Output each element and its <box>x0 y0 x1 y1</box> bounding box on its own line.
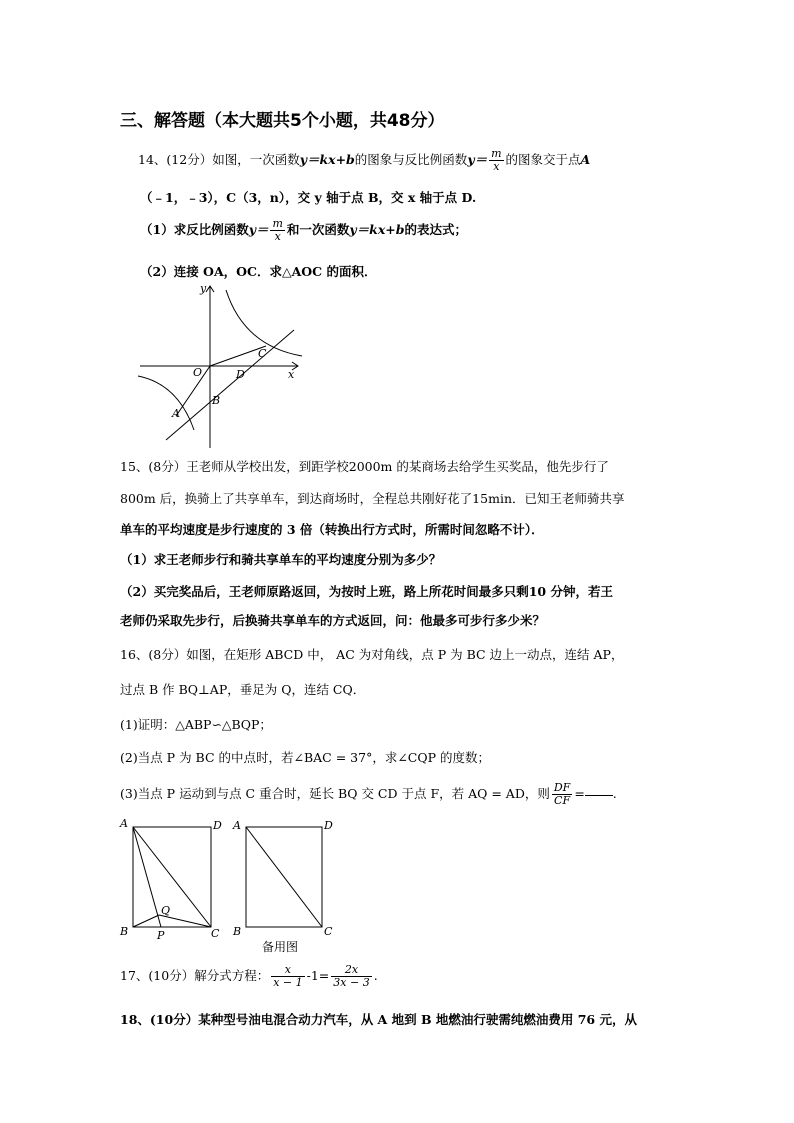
fig1-label-c: C <box>211 927 220 940</box>
q17-fraction-2 <box>331 964 371 989</box>
q14-point-a: A <box>580 152 591 167</box>
label-y: y <box>200 282 207 295</box>
fig1-label-p: P <box>157 929 165 940</box>
frac-den: x − 1 <box>273 976 303 989</box>
q14-sub1-func: y＝ <box>248 222 269 237</box>
q14-graph <box>130 280 310 450</box>
frac-den: 3x − 3 <box>333 976 370 989</box>
q16-equals: = <box>574 786 585 801</box>
label-c: C <box>258 347 267 360</box>
q17-line <box>120 964 378 989</box>
q14-sub1-d: 的表达式； <box>404 222 468 237</box>
q14-sub1-c: y＝kx+b <box>349 222 405 237</box>
q14-text-a: 14、(12分）如图，一次函数 <box>138 152 300 167</box>
q16-line1: 16、(8分）如图，在矩形 ABCD 中， AC 为对角线，点 P 为 BC 边上一动点，连结 AP， <box>120 647 624 662</box>
q16-sub3 <box>120 782 617 807</box>
fig1-label-d: D <box>213 819 222 832</box>
q16-sub1: (1)证明：△ABP∽△BQP； <box>120 717 272 732</box>
q14-text-b: 的图象与反比例函数 <box>354 152 468 167</box>
label-o: O <box>193 366 203 379</box>
q14-sub2: （2）连接 OA，OC．求△AOC 的面积． <box>140 264 377 279</box>
q14-linear-func: y＝kx+b <box>299 152 355 167</box>
frac-den: x <box>493 160 500 173</box>
q16-line2: 过点 B 作 BQ⊥AP，垂足为 Q，连结 CQ． <box>120 682 366 697</box>
q18-line1: 18、(10分）某种型号油电混合动力汽车，从 A 地到 B 地燃油行驶需纯燃油费用 76 元，从 <box>120 1012 637 1027</box>
q17-fraction-1 <box>271 964 304 989</box>
q14-fraction-m-over-x <box>489 148 503 173</box>
q14-inverse-func: y＝ <box>467 152 488 167</box>
diagonal-ac <box>133 827 211 927</box>
fig2-label-c: C <box>324 925 333 938</box>
label-a: A <box>172 407 180 420</box>
q14-sub1-fraction <box>270 218 284 243</box>
frac-num: m <box>491 147 502 160</box>
q15-sub1: （1）求王老师步行和骑共享单车的平均速度分别为多少？ <box>120 552 442 567</box>
fig2-label-b: B <box>233 925 242 938</box>
linear-function-line <box>166 330 294 440</box>
section-title: 三、解答题（本大题共5个小题，共48分） <box>120 111 445 131</box>
q15-sub2-line1: （2）买完奖品后，王老师原路返回，为按时上班，路上所花时间最多只剩10 分钟，若王 <box>120 584 613 599</box>
q14-sub1-b: 和一次函数 <box>286 222 350 237</box>
label-x: x <box>288 368 295 381</box>
q16-figure-2 <box>228 815 343 940</box>
q16-sub2: (2)当点 P 为 BC 的中点时，若∠BAC = 37°，求∠CQP 的度数； <box>120 750 490 765</box>
segment-ap <box>133 827 161 927</box>
frac-num: DF <box>553 781 571 794</box>
answer-blank[interactable] <box>585 794 613 796</box>
q14-sub1 <box>140 218 467 243</box>
segment-bq <box>133 915 159 927</box>
q17-prefix: 17、(10分）解分式方程： <box>120 968 270 983</box>
q14-line1 <box>138 148 590 173</box>
q15-line1: 15、(8分）王老师从学校出发，到距学校2000m 的某商场去给学生买奖品，他先步行了 <box>120 459 609 474</box>
fig1-label-q: Q <box>161 904 171 917</box>
fig1-label-a: A <box>120 817 128 830</box>
fig1-label-b: B <box>120 925 129 938</box>
q16-figure-1 <box>115 815 230 940</box>
label-d: D <box>236 368 245 381</box>
q16-fraction-df-cf <box>552 782 572 807</box>
hyperbola-branch-2 <box>138 376 194 430</box>
q17-end: . <box>373 968 378 983</box>
q14-sub1-a: （1）求反比例函数 <box>140 222 249 237</box>
q14-line2: （﹣1，﹣3），C（3，n），交 y 轴于点 B，交 x 轴于点 D. <box>140 190 477 205</box>
fig2-label-a: A <box>233 819 241 832</box>
fig2-caption: 备用图 <box>262 940 299 954</box>
q17-mid: -1= <box>306 968 330 983</box>
frac-num: x <box>271 964 304 977</box>
diagonal-ac-backup <box>246 827 322 927</box>
q16-sub3-text: (3)当点 P 运动到与点 C 重合时，延长 BQ 交 CD 于点 F，若 AQ = AD，则 <box>120 786 550 801</box>
q14-text-c: 的图象交于点 <box>505 152 581 167</box>
frac-den: CF <box>554 794 571 807</box>
label-b: B <box>212 394 221 407</box>
frac-num: 2x <box>331 964 371 977</box>
q15-line3: 单车的平均速度是步行速度的 3 倍（转换出行方式时，所需时间忽略不计）． <box>120 522 544 537</box>
frac-den: x <box>274 230 281 243</box>
q15-line2: 800m 后，换骑上了共享单车，到达商场时，全程总共刚好花了15min．已知王老师骑共享 <box>120 491 625 506</box>
fig2-label-d: D <box>324 819 333 832</box>
q16-period: . <box>612 786 617 801</box>
q15-sub2-line2: 老师仍采取先步行，后换骑共享单车的方式返回，问：他最多可步行多少米？ <box>120 613 546 628</box>
frac-num: m <box>272 217 283 230</box>
